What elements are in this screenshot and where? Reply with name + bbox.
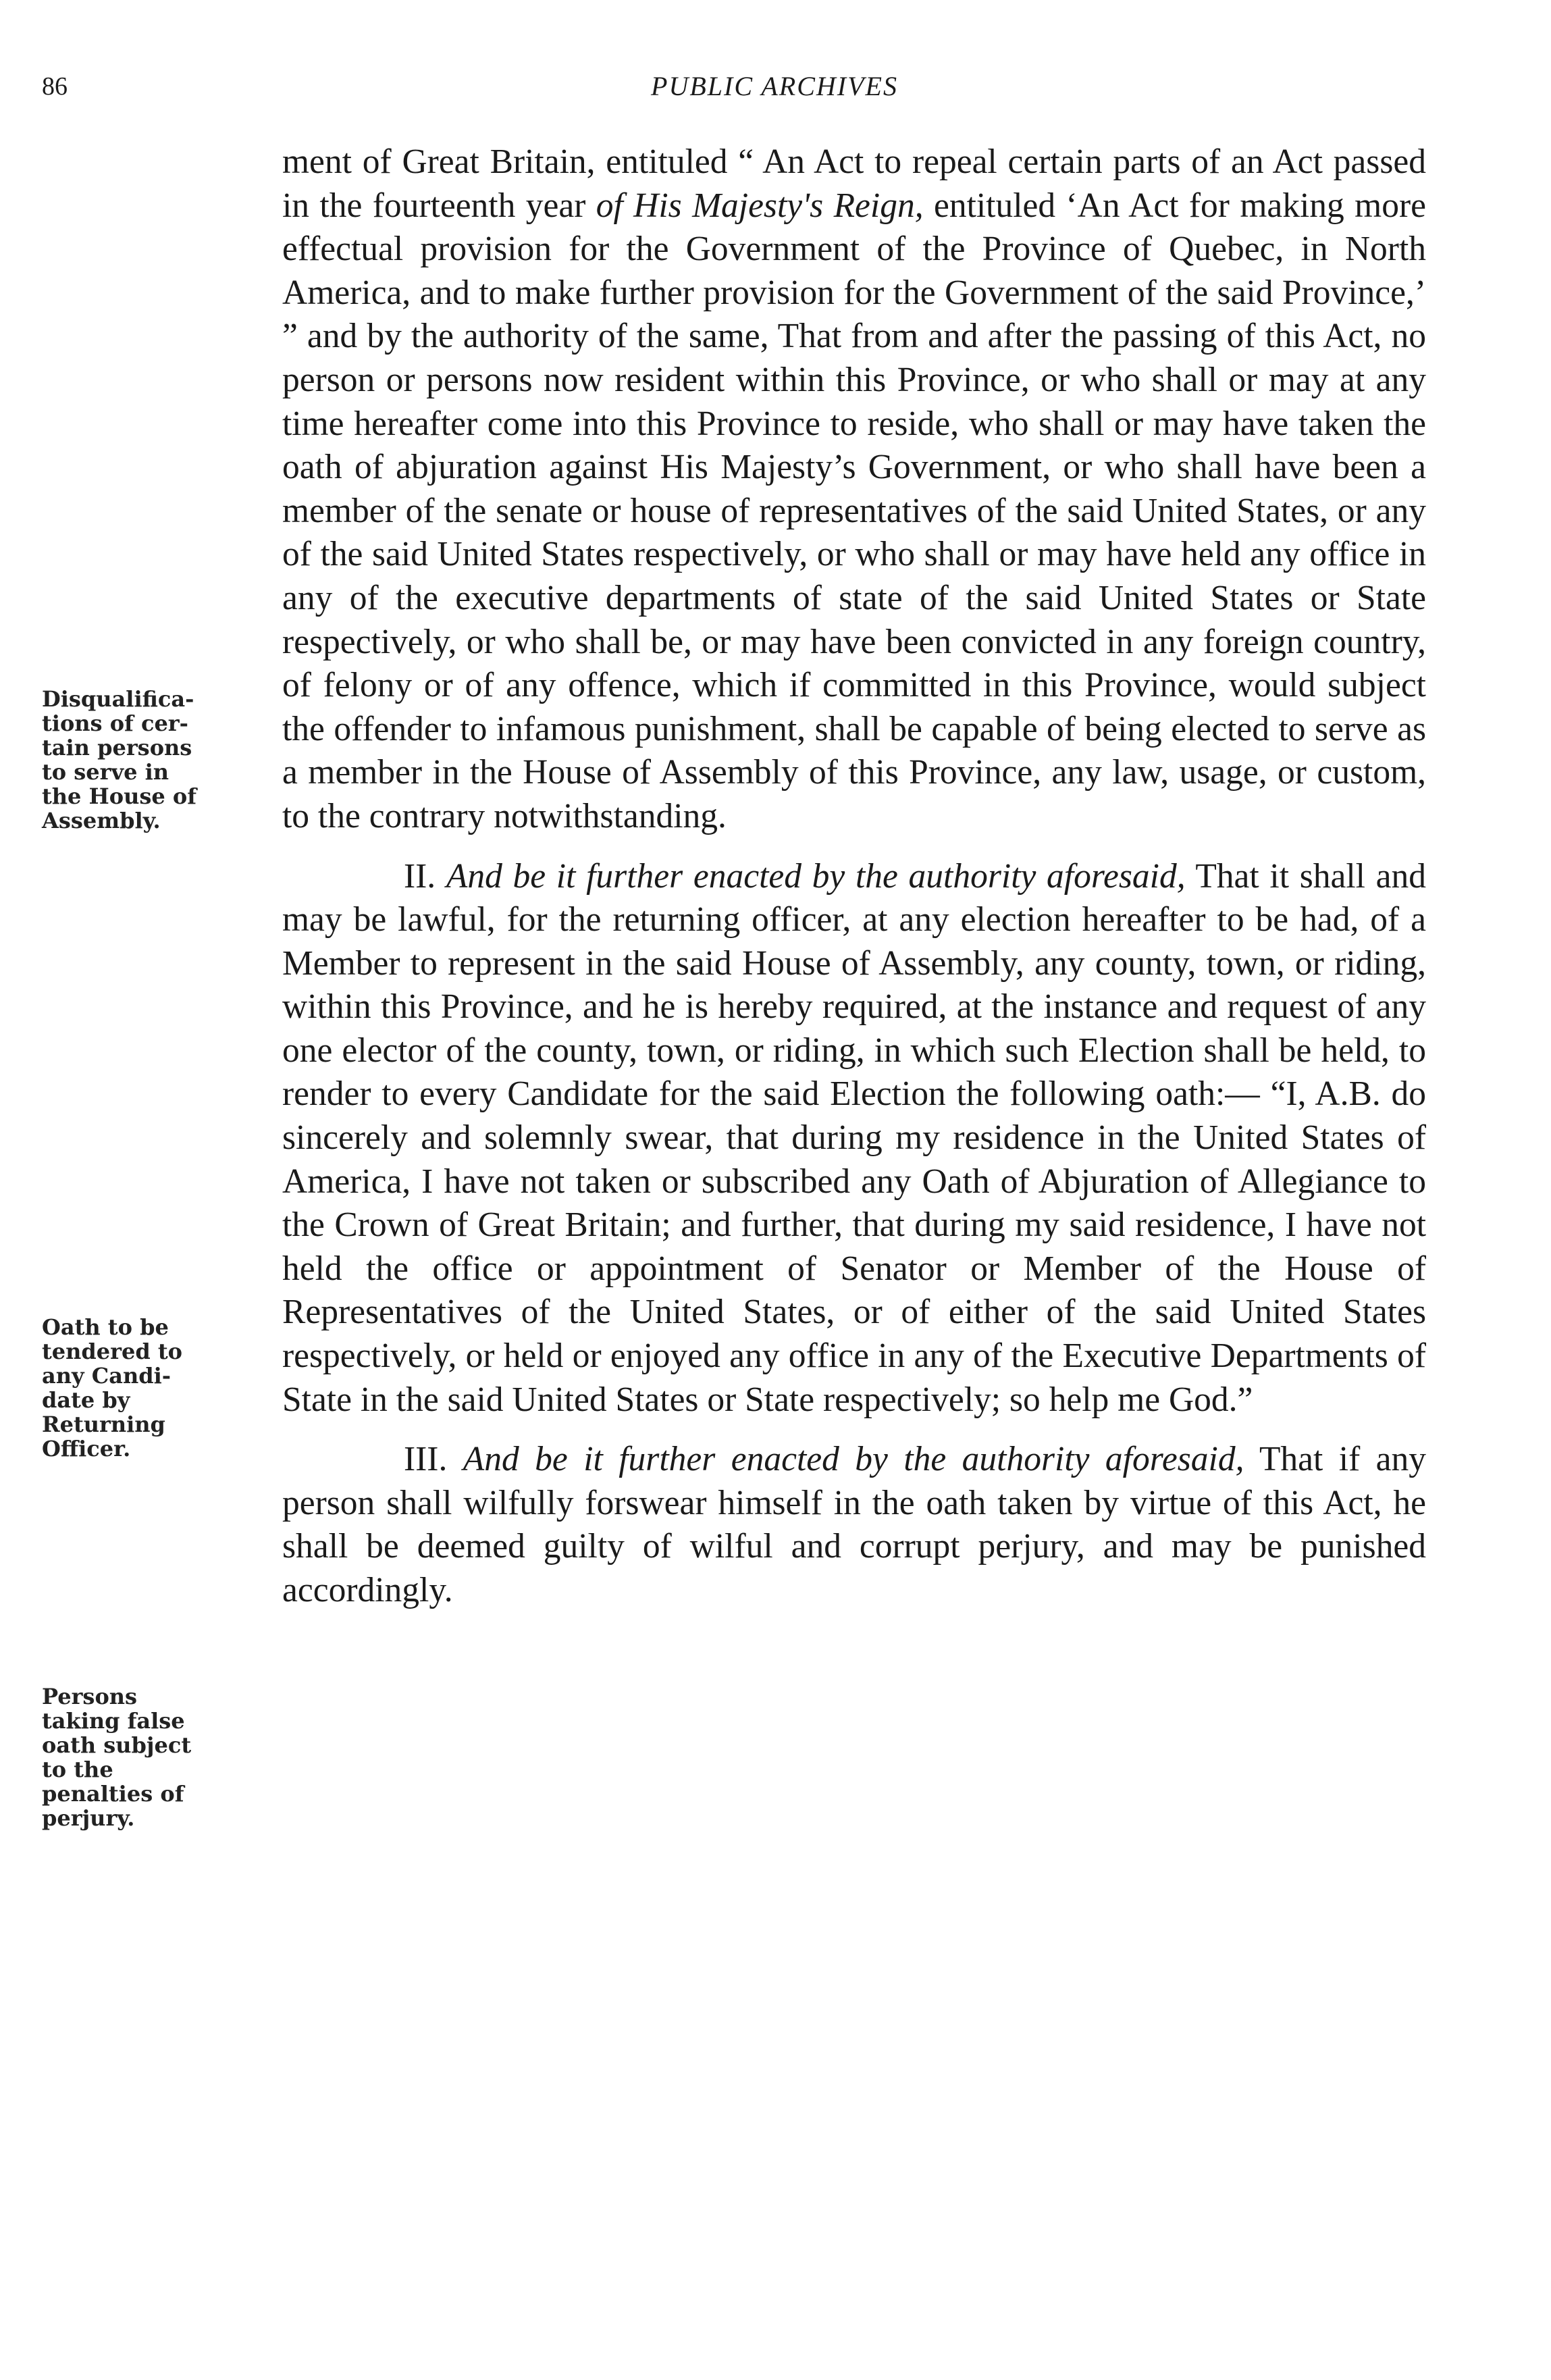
sidenote-oath-tendered: [42, 1315, 278, 1461]
sidenote-line: Persons: [42, 1684, 138, 1709]
enacting-clause: And be it further enacted by the authority aforesaid,: [463, 1440, 1244, 1479]
sidenote-line: Assembly.: [42, 808, 161, 833]
sidenote-line: tendered to: [42, 1339, 182, 1364]
paragraph-text: entituled ‘An Act for making more effectual provision for the Government of the Province of Quebec, in North America, and to make further provision for the Government of the said Province,’ ” and by the authority of the same, That from and after the passing of this Act, no person or persons now resident within this Province, or who shall or may at any time hereafter come into this Province to reside, who shall or may have taken the oath of abjuration against His Majesty’s Government, or who shall have been a member of the senate or house of representatives of the said United States, or any of the said United States respectively, or who shall or may have held any office in any of the executive departments of state of the said United States or State respectively, or who shall be, or may have been convicted in any foreign country, of felony or of any offence, which if committed in this Province, would subject the offender to infamous punishment, shall be capable of being elected to serve as a member in the House of Assembly of this Province, any law, usage, or custom, to the contrary notwithstanding.: [282, 186, 1426, 835]
section-2: [282, 855, 1426, 1422]
sidenote-line: penalties of: [42, 1781, 184, 1807]
body-text: [282, 140, 1426, 1613]
sidenote-line: oath subject: [42, 1732, 192, 1758]
section-text: That it shall and may be lawful, for the returning officer, at any election hereafter to be had, of a Member to represent in the said House of Assembly, any county, town, or riding, within this Province, and he is hereby required, at the instance and request of any one elector of the county, town, or riding, in which such Election shall be held, to render to every Candidate for the said Election the following oath:— “I, A.B. do sincerely and solemnly swear, that during my residence in the United States of America, I have not taken or subscribed any Oath of Abjuration of Allegiance to the Crown of Great Britain; and further, that during my said residence, I have not held the office or appointment of Senator or Member of the House of Representatives of the United States, or of either of the said United States respectively, or held or enjoyed any office in any of the Executive Departments of State in the said United States or State respectively; so help me God.”: [282, 856, 1427, 1419]
section-number: II.: [404, 856, 436, 896]
running-title: PUBLIC ARCHIVES: [651, 71, 898, 101]
section-number: III.: [404, 1440, 448, 1479]
sidenote-line: Disqualifica-: [42, 686, 194, 712]
sidenote-line: date by: [42, 1387, 130, 1413]
sidenote-line: to the: [42, 1757, 113, 1782]
section-text: That if any person shall wilfully forswear himself in the oath taken by virtue of this Act, he shall be deemed guilty of wilful and corrupt perjury, and may be punished accordingly.: [282, 1440, 1427, 1609]
sidenote-line: Oath to be: [42, 1314, 169, 1340]
sidenote-line: Returning: [42, 1412, 165, 1437]
section-3: [282, 1438, 1426, 1612]
enacting-clause: And be it further enacted by the authority aforesaid,: [446, 856, 1186, 896]
paragraph-text: ment of Great Britain, entituled “ An Act to repeal certain parts of an Act passed in the fourteenth year: [282, 143, 1426, 225]
sidenote-line: tain persons: [42, 735, 192, 760]
paragraph-continuation: [282, 140, 1426, 839]
paragraph-italic: of His Majesty's Reign,: [596, 186, 924, 225]
sidenote-disqualifications: [42, 687, 278, 833]
sidenote-line: to serve in: [42, 759, 169, 785]
page-header: [42, 66, 1426, 107]
sidenote-false-oath: [42, 1684, 278, 1830]
sidenote-line: Officer.: [42, 1436, 131, 1461]
page-number: 86: [42, 72, 68, 101]
sidenote-line: tions of cer-: [42, 710, 188, 736]
sidenote-line: any Candi-: [42, 1363, 172, 1389]
sidenote-line: perjury.: [42, 1805, 135, 1831]
sidenote-line: taking false: [42, 1708, 185, 1734]
sidenote-line: the House of: [42, 783, 197, 809]
